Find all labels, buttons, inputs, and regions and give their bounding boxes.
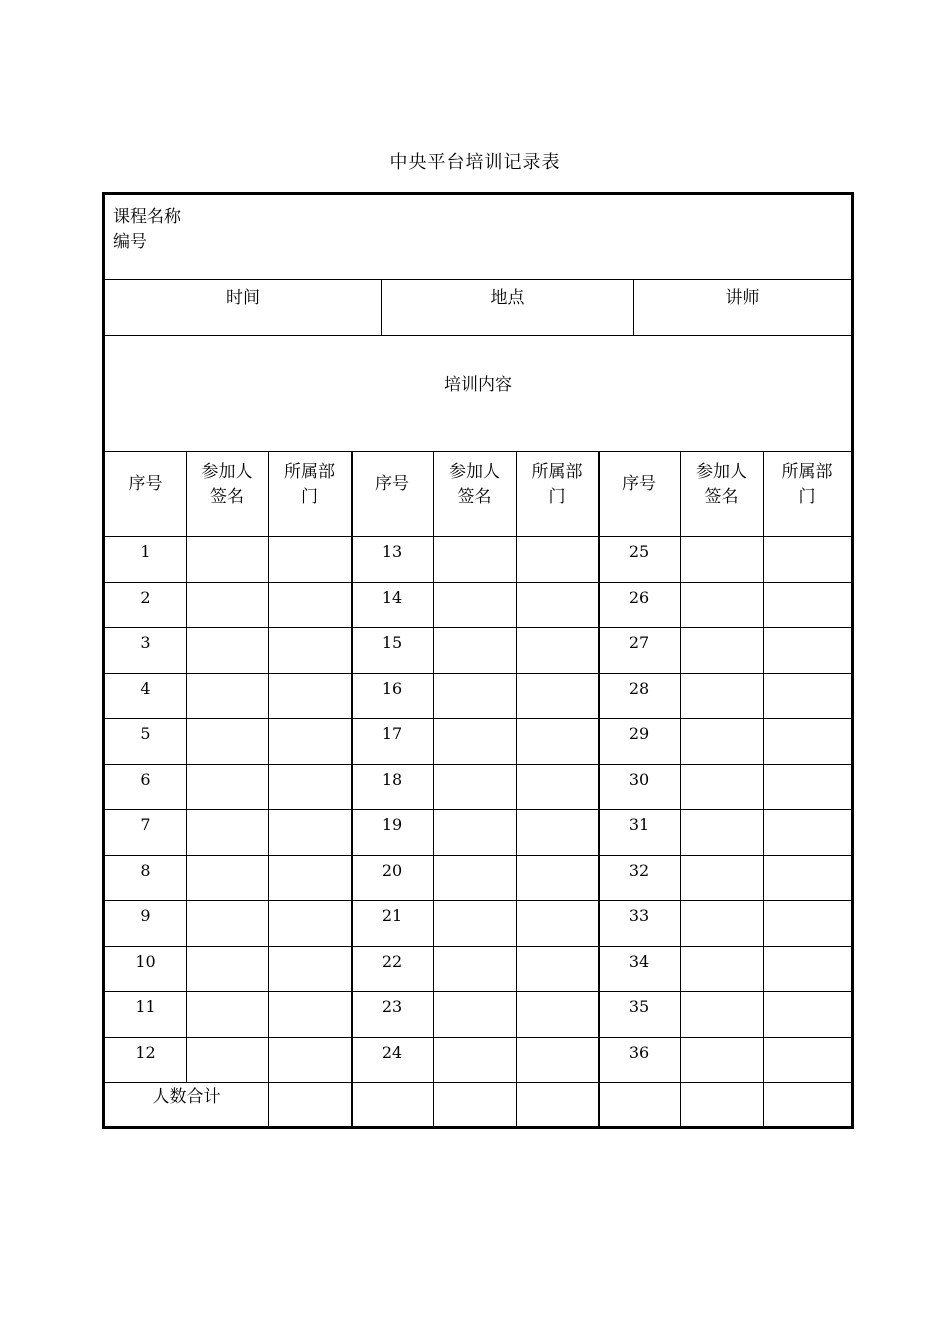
signature-header: 参加人 <box>696 462 747 482</box>
divider <box>105 809 851 810</box>
row-number: 34 <box>628 951 650 971</box>
divider <box>516 452 517 1126</box>
row-number: 18 <box>381 769 403 789</box>
divider <box>268 452 269 1126</box>
divider <box>763 452 764 1126</box>
course-name-label: 课程名称 <box>113 207 181 227</box>
row-number: 23 <box>381 997 403 1016</box>
row-number: 1 <box>140 542 151 561</box>
row-number: 36 <box>628 1042 650 1062</box>
divider <box>105 536 851 537</box>
signature-header: 签名 <box>704 487 739 507</box>
divider <box>105 279 851 280</box>
row-number: 19 <box>381 815 403 834</box>
row-number: 14 <box>381 587 403 607</box>
signature-header: 参加人 <box>449 462 500 482</box>
lecturer-label: 讲师 <box>725 288 760 308</box>
row-number: 24 <box>381 1042 403 1062</box>
row-number: 10 <box>135 951 156 971</box>
row-number: 17 <box>381 724 403 743</box>
department-header: 所属部 <box>284 462 335 482</box>
divider <box>105 673 851 674</box>
row-number: 12 <box>135 1042 156 1062</box>
training-content-label: 培训内容 <box>444 375 512 395</box>
seq-header: 序号 <box>128 474 163 494</box>
row-number: 33 <box>628 906 650 925</box>
row-number: 9 <box>140 906 151 925</box>
divider <box>105 764 851 765</box>
divider <box>105 718 851 719</box>
divider <box>105 946 851 947</box>
seq-header: 序号 <box>375 474 409 494</box>
row-number: 27 <box>628 633 650 652</box>
row-number: 30 <box>628 769 650 789</box>
time-label: 时间 <box>226 288 260 308</box>
department-header: 所属部 <box>781 462 833 482</box>
divider <box>433 452 434 1126</box>
row-number: 8 <box>140 860 151 880</box>
department-header: 门 <box>301 487 318 507</box>
row-number: 35 <box>628 997 650 1016</box>
divider <box>105 1037 851 1038</box>
form-title: 中央平台培训记录表 <box>389 152 561 173</box>
department-header: 门 <box>548 487 566 507</box>
row-number: 15 <box>381 633 403 652</box>
row-number: 21 <box>381 906 403 925</box>
signature-header: 签名 <box>457 487 492 507</box>
row-number: 31 <box>628 815 650 834</box>
department-header: 门 <box>798 487 816 507</box>
row-number: 11 <box>135 997 156 1016</box>
row-number: 28 <box>628 678 650 698</box>
training-record-table <box>102 192 854 1129</box>
divider <box>680 452 681 1126</box>
row-number: 32 <box>628 860 650 880</box>
divider <box>105 855 851 856</box>
row-number: 7 <box>140 815 151 834</box>
department-header: 所属部 <box>531 462 583 482</box>
row-number: 22 <box>381 951 403 971</box>
row-number: 25 <box>628 542 650 561</box>
row-number: 4 <box>140 678 151 698</box>
divider <box>105 335 851 336</box>
row-number: 29 <box>628 724 650 743</box>
course-code-label: 编号 <box>113 232 147 252</box>
divider <box>105 627 851 628</box>
divider <box>105 582 851 583</box>
divider <box>186 452 187 1082</box>
row-number: 6 <box>140 769 151 789</box>
row-number: 5 <box>140 724 151 743</box>
signature-header: 签名 <box>210 487 244 507</box>
row-number: 20 <box>381 860 403 880</box>
total-count-label: 人数合计 <box>152 1087 221 1107</box>
divider <box>105 451 851 452</box>
signature-header: 参加人 <box>201 462 253 482</box>
divider <box>105 1082 851 1083</box>
location-label: 地点 <box>490 288 525 308</box>
row-number: 3 <box>140 633 151 652</box>
row-number: 26 <box>628 587 650 607</box>
divider <box>105 900 851 901</box>
row-number: 13 <box>381 542 403 561</box>
seq-header: 序号 <box>622 474 656 494</box>
row-number: 2 <box>140 587 151 607</box>
divider <box>105 991 851 992</box>
row-number: 16 <box>381 678 403 698</box>
